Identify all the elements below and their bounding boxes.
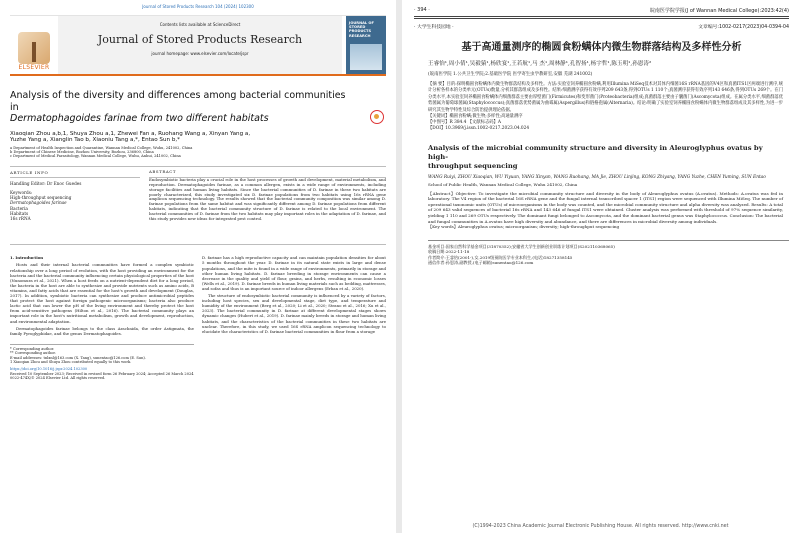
contents-line[interactable]: Contents lists available at ScienceDirect <box>159 22 241 27</box>
english-title-line1: Analysis of the microbial community structure and diversity in Aleuroglyphus ovatus by high- <box>428 144 763 162</box>
abstract-text: Endosymbiotic bacteria play a crucial role in the host processes of growth and development, material metabolism, and reproduction. Dermatophagoides farinae, as a common allergen, exists in a wide range of environments, including storage facilities and human living habitats. Since the bacterial communities of D. farinae in these two habitats are poorly characterized, this study investigated six D. farinae populations from two habitats using 16s rRNA gene amplicon sequencing technology. The results showed that the bacterial community composition was similar among D. farinae populations from the same habitat and was significantly different among D. farinae populations from different habitats, indicating that the bacterial community structure of D. farinae is related to the local environment. The bacterial communities of D. farinae from the two habitats may play important roles in the adaptation of D. farinae, and this study provides new ideas for integrated pest control. <box>149 177 386 221</box>
keyword-item: 16s rRNA <box>10 216 31 222</box>
keyword-item: Bacteria <box>10 205 28 211</box>
left-paper-page <box>0 0 396 533</box>
col2-paragraph-2: The structure of endosymbiotic bacterial community is influenced by a variety of factors, including host species, sex and developmental stage, diet type, and temperature and humidity of the environment (Berg et al., 2020; Li et al., 2020; Strano et al., 2016; Xu et al., 2023). The bacterial community in D. farinae at different developmental stages shows dynamic changes (Hubert et al., 2019). D. farinae mainly breeds in storage and human living habitats, and the characteristics of the bacterial communities in these two habitats are unclear. Therefore, in this study, we used 16S rRNA amplicon sequencing technology to elucidate the characteristics of D. farinae bacterial communities in flour from a storage <box>202 293 386 334</box>
keyword-item: Habitats <box>10 210 29 216</box>
right-paper-page <box>402 0 799 533</box>
article-title-line2: Dermatophagoides farinae from two different habitats <box>10 113 269 124</box>
chinese-doi[interactable]: 【DOI】10.3969/j.issn.1002-0217.2023.04.024 <box>428 126 530 132</box>
chinese-title: 基于高通量测序的椭圆食粉螨体内微生物群落结构及多样性分析 <box>461 42 742 53</box>
col2-paragraph-1: D. farinae has a high reproductive capacity and can maintain population densities for about 5 months throughout the year. D. farinae in its natural state exists in large and dense populations, and the mite is found in a wide range of environments, primarily in storage and other human living habitats. D. farinae breeding in storage environments can cause a decrease in the quality and yield of flour, grains, and herbs, resulting in economic losses (Wells et al., 2019). D. farinae breeds in human living materials such as bedding, mattresses, and sofas and thus is an important source of indoor allergens (Erban et al., 2020). <box>202 255 386 291</box>
affiliation-2: b Department of Chinese Medicine, Bozhou University, Bozhou, 236800, China <box>10 149 154 154</box>
english-title <box>428 144 775 171</box>
abstract-heading: ABSTRACT <box>149 170 386 178</box>
article-info <box>10 170 141 234</box>
journal-citation[interactable]: Journal of Stored Products Research 104 (2024) 102300 <box>142 4 254 9</box>
handling-editor: Handling Editor: Dr Enoc Guedes <box>10 181 82 187</box>
affiliation-1: a Department of Health Inspection and Quarantine, Wannan Medical College, Wuhu, 241002, China <box>10 145 193 150</box>
english-affiliation: School of Public Health, Wannan Medical College, Wuhu 241002, China <box>428 181 578 187</box>
intro-heading: 1. Introduction <box>10 255 44 261</box>
elsevier-logo[interactable] <box>10 16 58 74</box>
body-column-2 <box>202 255 386 380</box>
issn-copyright: 0022-474X/© 2024 Elsevier Ltd. All rights reserved. <box>10 376 106 381</box>
received-date: 收稿日期:2022-11-18 <box>428 249 470 255</box>
keyword-item: Dermatophagoides farinae <box>10 200 67 206</box>
author-info: 作者简介:王睿怡(2001-),女,2019级预防医学专业本科生,(电话)18271358145 <box>428 254 573 260</box>
journal-cover[interactable] <box>346 16 386 74</box>
journal-header-cn: 皖南医学院学报(J of Wannan Medical College):2023:42(4) <box>649 8 789 14</box>
english-authors: WANG Ruiyi, ZHOU Xiaoqian, WU Yiyuan, YANG Xinyan, WANG Ruohang, MA Jie, ZHOU Linjing, KONG Zhiyang, YANG Yuzhe, CHEN Yuming, SUN Entao <box>428 175 766 181</box>
body-columns <box>10 244 386 380</box>
journal-name: Journal of Stored Products Research <box>97 33 303 46</box>
cover-image <box>350 44 382 70</box>
right-footnotes <box>428 240 789 266</box>
footnote-corresponding-2: ** Corresponding author. <box>10 351 56 356</box>
chinese-classification: 【中图号】R 384.4 【文献标志码】A <box>428 120 501 126</box>
authors-line1[interactable]: Xiaoqian Zhou a,b,1, Shuya Zhou a,1, Zhewei Fan a, Ruohang Wang a, Xinyan Yang a, <box>10 130 251 137</box>
english-title-line2: throughput sequencing <box>428 162 518 171</box>
abstract <box>141 170 386 234</box>
received-dates: Received 10 September 2023; Received in revised form 26 February 2024; Accepted 26 March 2024 <box>10 371 194 376</box>
elsevier-wordmark: ELSEVIER <box>18 64 50 71</box>
article-number: 文章编号:1002-0217(2023)04-0394-04 <box>698 25 789 30</box>
article-title-line1: Analysis of the diversity and differences among bacterial communities in <box>10 90 346 113</box>
intro-paragraph-1: Hosts and their internal bacterial communities have formed a complex symbiotic relationship over a long period of evolution, with the host providing an environment for the bacteria and the bacterial community influencing certain physiological properties of the host (Nunomura et al., 2021). When a host feeds on a nutrient-dependent diet for a long period, the bacteria in the host are able to synthesize and provide nutrients such as amino acids, B vitamins, and fatty acids that are essential for the host's growth and development (Douglas, 2017). In addition, symbiotic bacteria can synthesize and produce antimicrobial peptides that protect the host against foreign pathogenic microorganisms; bacteria also produce lactic acid that can lower the pH of the living environment and thereby protect the host from acid-sensitive pathogens (Hilton et al., 2016). The bacterial community plays an important role in the host's nutritional metabolism, growth and development, reproduction, and environmental adaptation. <box>10 262 194 324</box>
article-title <box>10 90 356 125</box>
article-info-box <box>10 166 386 234</box>
journal-homepage[interactable]: journal homepage: www.elsevier.com/locate/jspr <box>151 51 249 56</box>
journal-banner <box>10 15 386 76</box>
doi-link[interactable]: https://doi.org/10.1016/j.jspr.2024.102300 <box>10 367 88 372</box>
keywords-heading: Keywords: <box>10 189 33 195</box>
footnote-corresponding-1: * Corresponding author. <box>10 346 55 351</box>
banner-center <box>58 16 342 74</box>
footnote-emails[interactable]: E-mail addresses: tnlxnl@163.com (X. Tang), sunentao@126.com (E. Sun). <box>10 355 146 360</box>
chinese-authors: 王睿怡¹,周小倩¹,吴毅猿¹,杨欣宴¹,王若航¹,马 杰¹,周林静¹,孔智扬¹,杨宇哲¹,陈玉明¹,孙恩涛² <box>428 61 652 67</box>
cnki-copyright[interactable]: (C)1994-2023 China Academic Journal Electronic Publishing House. All rights reserved. http://www.cnki.net <box>472 524 729 529</box>
running-header <box>414 7 789 14</box>
article-info-heading: ARTICLE INFO <box>10 170 140 178</box>
footnote-equal-contribution: 1 Xiaoqian Zhou and Shuya Zhou contributed equally to this work. <box>10 360 132 365</box>
chinese-keywords: 【关键词】椭圆食粉螨;微生物;多样性;高通量测序 <box>428 114 523 120</box>
page-number: · 394 · <box>414 7 430 13</box>
keyword-item: High-throughput sequencing <box>10 194 72 200</box>
author-list <box>10 131 386 143</box>
body-column-1 <box>10 255 194 380</box>
corresponding-info: 通信作者:孙恩涛,副教授,(电子邮箱)sunentao@126.com <box>428 260 534 266</box>
column-tag: · 大学生科技园地 · <box>414 25 454 30</box>
cover-title: JOURNAL OF STORED PRODUCTS RESEARCH <box>349 21 374 38</box>
crossmark-icon[interactable] <box>370 110 384 124</box>
elsevier-tree-icon <box>18 32 50 64</box>
chinese-abstract: 【摘 要】目的:探明椭圆食粉螨体内微生物群落结构及多样性。方法:实验室饲养椭圆食粉螨,利用Illumina MiSeq技术对其体内细菌16S rRNA基因的V4区和真菌ITS1区两端进行测序,统计分析各样本的分类单元(OTUs)数量,分析其群落组成及多样性。结果:细菌测序获得有效序列209 643条,得到OTUs 1 110个;真菌测序获得有效序列143 646条,得到OTUs 269个。在门分类水平,本实验室饲养椭圆食粉螨体内细菌群落主要由厚壁菌门(Firmicutes)和变形菌门(Proteobacteria)组成;真菌群落主要由子囊菌门(Ascomycota)组成。在属分类水平,细菌群落优势菌属为葡萄球菌属(Staphylococcus);真菌群落优势菌属为曲霉属(Aspergillus)和链格孢属(Alternaria)。结论:明确了实验室饲养椭圆食粉螨体内微生物群落组成及其多样性,为进一步研究其生物学特性及综合防治提供理论依据。 <box>428 82 783 113</box>
sub-header <box>414 23 789 30</box>
footnotes <box>10 344 194 381</box>
chinese-affiliation: (皖南医学院 1.公共卫生学院;2.基础医学院 医学寄生虫学教研室,安徽 芜湖 241002) <box>428 72 593 77</box>
english-abstract: 【Abstract】Objective: To investigate the microbial community structure and diversity in the body of Aleuroglyphus ovatus (A.ovatus). Methods: A.ovatus was fed in laboratory. The V4 region of the bacterial 16S rRNA gene and the fungal internal transcribed spacer 1 (ITS1) region were sequenced with Illumina MiSeq. The number of operational taxonomic units (OTUs) of microorganisms in the body was counted, and the microbial community structure and alpha diversity was analyzed. Results: A total of 209 643 valid sequences of bacterial 16s rRNA and 143 646 of fungal ITS1 were obtained. Cluster analysis was performed with threshold of 97% sequence similarity, yielding 1 110 and 269 OTUs respectively. The dominant fungi belonged to Ascomycota, and the dominant bacterial genus was Staphylococcus. Conclusion: The bacterial and fungal communities in A.ovatus have high diversity and abundance, and there are differences in microbial diversity among individuals. <box>428 190 783 224</box>
authors-line2[interactable]: Yuzhe Yang a, Xianglin Tao b, Xiaoniu Tang a,*, Entao Sun b,* <box>10 136 180 143</box>
fund-info: 基金项目:国家自然科学基金项目(31870352);安徽省大学生创新创业训练计划项目(S202110368065) <box>428 243 615 249</box>
header-double-rule <box>414 16 789 19</box>
affiliation-3: c Department of Medical Parasitology, Wannan Medical College, Wuhu, Anhui, 241002, China <box>10 154 181 159</box>
intro-paragraph-2: Dermatophagoides farinae belongs to the class Arachnida, the order Astigmata, the family Pyroglyphidae, and the genus Dermatophagoides. <box>10 325 194 336</box>
english-keywords: 【Key words】Aleuroglyphus ovatus; microorganism; diversity; high-throughput sequencing <box>428 224 620 230</box>
